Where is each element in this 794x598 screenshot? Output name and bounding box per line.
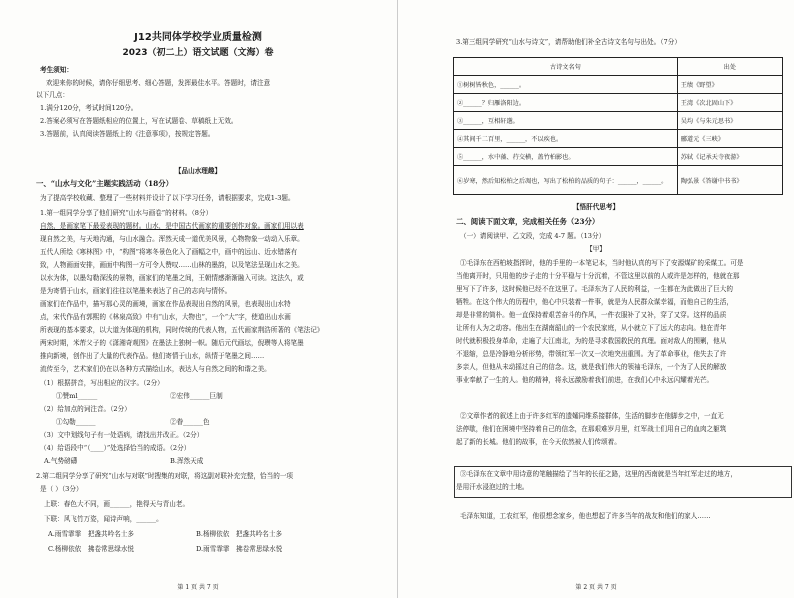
passage-line: 不退缩，总是冷静地分析形势，带领红军一次又一次地突出重围。为了革命事业，他失去了许	[456, 350, 727, 358]
question-2-cont: 是（ ）（3分）	[40, 485, 83, 493]
option: B.浑然天成	[170, 457, 204, 465]
passage-line: ②文章作者的叙述上由于许多红军的遗孀同维系接群体，生活的脚步在他脚步之中，一直无	[460, 412, 724, 420]
passage-line: 是用汗水浸泡过的土地。	[456, 483, 529, 491]
passage-line: 让所有人为之动容。他出生在湖南韶山的一个农民家庭，从小就立下了远大的志向。他在青年	[456, 324, 727, 332]
couplet-lower: 下联：风飞竹万姿，闻诗声响，______。	[44, 515, 163, 523]
sub-section-1: （一）请阅读甲、乙文段，完成 4-7 题。（13分）	[460, 232, 606, 240]
passage-line: 当他离开时，只用他的步子走的十分平稳与十分沉着，不管这里以前的人或许是怎样的，他就在那	[456, 272, 740, 280]
part-1-heading: 一、“山水与文化”主题实践活动（18分）	[36, 179, 174, 188]
option: A.雨雪霏霏 把盏共吟名士多	[48, 530, 134, 538]
passage-jia-label: 【甲】	[586, 245, 606, 253]
source-cell: 郦道元《三峡》	[677, 130, 782, 148]
table-row	[454, 94, 783, 112]
answer-item: ②眷______色	[170, 418, 210, 426]
source-cell: 王湾《次北固山下》	[677, 94, 782, 112]
question-1-1: （1）根据拼音，写出相应的汉字。（2分）	[40, 379, 164, 387]
passage-line: 现自然之美，与天地沟通，与山水融合。浑然天成一道优美风景，心物物象一动动入乐章。	[40, 235, 304, 243]
question-1-4: （4）给语段中“（____）”处选择恰当的成语。（2分）	[40, 444, 191, 452]
source-cell: 苏轼《记承天寺夜游》	[677, 148, 782, 166]
passage-line: 画家们在作品中，描写那心灵的画境，画家在作品表现出自然的风景，也表现出山水特	[40, 300, 291, 308]
section-banner: 【悟肝代思考】	[572, 203, 620, 211]
quote-cell: ⑥岁寒，然后知松柏之后凋也，写出了松柏的品质的句子：______，______。	[454, 166, 678, 195]
table-header-row	[454, 58, 783, 76]
source-cell: 陶弘景《答谢中书书》	[677, 166, 782, 195]
section-banner: 【品山水理趣】	[174, 167, 222, 175]
passage-line: 点，宋代作品有郭熙的《林泉高致》中有“山水，大物也”，一个“大”字，使道出山水画	[40, 313, 291, 321]
passage-line: 两宋时期，米芾父子的《潇湘奇观图》在墨法上独树一帜。随后元代画坛，倪瓒等人将笔墨	[40, 339, 304, 347]
passage-line: 时代就积极投身革命，走遍了大江南北，为的是寻求救国救民的真理。面对敌人的围剿，他从	[456, 337, 727, 345]
passage-line: 自然，是画家笔下最爱表现的题材。山水，是中国古代画家的重要创作对象。画家们用以表	[40, 222, 304, 230]
passage-line: 毛泽东知道，工农红军，他很想念家乡，他也想起了许多当年的战友和他们的家人……	[460, 512, 711, 520]
question-2: 2.第二组同学分享了研究“山水与对联”时搜集的对联，将这副对联补充完整，恰当的一项	[36, 472, 293, 480]
source-cell: 吴均《与朱元思书》	[677, 112, 782, 130]
exam-subtitle: 2023（初二上）语文试题（文海）卷	[122, 48, 274, 58]
passage-line: 法停歇，他们在困境中坚持着自己的信念，在那艰难岁月里，红军战士们用自己的血肉之躯筑	[456, 425, 727, 433]
answer-item: ②宏伟______巨制	[170, 392, 223, 400]
passage-line: 所表现的基本要求，以大道为体现的机构，同时传统的代表人物，五代画家荆浩所著的《笔法记》	[40, 326, 324, 334]
passage-line: 牺牲。在这个伟大的历程中，他心中只装着一件事，就是为人民群众谋幸福，而他自己的生活，	[456, 298, 733, 306]
quotes-table	[453, 57, 783, 195]
notice-line: 欢迎来你的时候，请你仔细思考、细心答题，发挥最佳水平。答题时，请注意	[46, 79, 271, 87]
table-row	[454, 166, 783, 195]
passage-line: 事业奉献了一生的人。他的精神，将永远激励着我们前进，在我们心中永远闪耀着光芒。	[456, 376, 714, 384]
table-row	[454, 112, 783, 130]
answer-item: ①赞ml______	[56, 392, 98, 400]
exam-title: J12共同体学校学业质量检测	[134, 32, 262, 43]
couplet-upper: 上联：春色大不同，画______，艳得天与青山老。	[44, 500, 190, 508]
quote-cell: ②______？归雁洛阳边。	[454, 94, 678, 112]
option: B.杨柳依依 把盏共吟名士多	[196, 530, 283, 538]
quote-cell: ③______，互相轩邈。	[454, 112, 678, 130]
part-1-intro: 为了提高学校收藏、整理了一些材料并设计了以下学习任务，请根据要求，完成1-3题。	[40, 194, 295, 202]
exam-page-2	[397, 0, 794, 598]
notice-line: 3.答题前，认真阅读答题纸上的《注意事项》，按规定答题。	[40, 130, 215, 138]
option: C.杨柳依依 拂卷常思绿水悦	[48, 545, 135, 553]
passage-line: 起了新的长城。他们的故事，在今天依然被人们传颂着。	[456, 438, 621, 446]
passage-line: 推向新境，创作出了大量的代表作品。他们寄情于山水，纵情于笔墨之间……	[40, 352, 265, 360]
notice-line: 1.满分120分，考试时间120分。	[40, 104, 138, 112]
page-footer: 第 1 页 共 7 页	[177, 584, 219, 591]
passage-line: 流传至今，艺术家们仍在以各种方式描绘山水，表达人与自然之间的和谐之美。	[40, 365, 271, 373]
page-footer: 第 2 页 共 7 页	[575, 584, 617, 591]
passage-line: 多亲人，但他从未动摇过自己的信念。这，就是我们伟大的领袖毛泽东，一个为了人民的解放	[456, 363, 727, 371]
passage-line: 是为寄情于山水，画家们往往以笔墨来表达了自己的志向与情怀。	[40, 287, 232, 295]
option: A.气势磅礴	[44, 457, 78, 465]
answer-item: ①勾勒______	[56, 418, 96, 426]
passage-line: 却是非常的简朴。他一直保持着艰苦奋斗的作风，一件衣服补了又补，穿了又穿。这样的品质	[456, 311, 727, 319]
notice-line: 以下几点：	[36, 91, 69, 99]
quote-cell: ⑤______，水中藻、荇交横，盖竹柏影也。	[454, 148, 678, 166]
question-1-2: （2）给加点的词注音。（2分）	[40, 405, 131, 413]
source-cell: 王绩《野望》	[677, 76, 782, 94]
table-row	[454, 148, 783, 166]
question-1: 1.第一组同学分享了他们研究“山水与画卷”的材料。（8分）	[40, 209, 213, 217]
part-2-heading: 二、阅读下面文章，完成相关任务（23分）	[456, 217, 600, 226]
question-3: 3.第三组同学研究“山水与诗文”，请帮助他们补全古诗文名句与出处。（7分）	[456, 38, 681, 46]
table-row	[454, 130, 783, 148]
notice-heading: 考生须知：	[40, 66, 73, 74]
passage-line: 里写下了许多，这时候他已经不在这里了。毛泽东为了人民的利益，一生都在为此做出了巨大的	[456, 285, 733, 293]
table-row	[454, 76, 783, 94]
option: D.雨雪霏霏 拂卷常思绿水悦	[196, 545, 283, 553]
table-header: 古诗文名句	[454, 58, 678, 76]
passage-line: ①毛泽东在西柏坡指挥时，他的手里的一本笔记本，当时他认真的写下了安源煤矿的采煤工。可是	[460, 259, 744, 267]
passage-line: ③毛泽东在文章中用诗意的笔触描绘了当年的长征之路，这里的西南就是当年红军走过的地方，	[460, 470, 737, 478]
question-1-3: （3）文中划线句子有一处语病，请找出并改正。（2分）	[40, 431, 204, 439]
quote-cell: ①树树皆秋色，______。	[454, 76, 678, 94]
passage-line: 致，人物画面安排，画面中构图一方可令人赞叹……山林的墨韵，以及笔法呈现山水之美。	[40, 261, 304, 269]
table-header: 出处	[677, 58, 782, 76]
quote-cell: ④其间千二百里，______，不以疾也。	[454, 130, 678, 148]
passage-line: 五代人所绘《寒林图》中，“构图”将寒冬景色化入了画幅之中，画中的远山、近水错落有	[40, 248, 298, 256]
notice-line: 2.答案必须写在答题纸相应的位置上，写在试题卷、草稿纸上无效。	[40, 117, 238, 125]
passage-line: 以水为体，以墨勾勒深浅的景物，画家们的笔墨之间，王朝情感渐渐融入可读。这法久，或	[40, 274, 304, 282]
